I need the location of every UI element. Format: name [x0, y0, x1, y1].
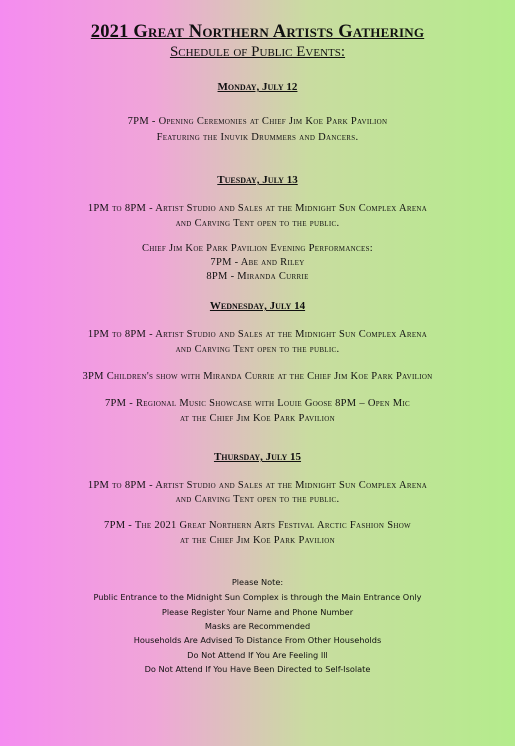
monday-line-2: Featuring the Inuvik Drummers and Dancers.: [156, 132, 359, 143]
tuesday-heading: Tuesday, July 13: [217, 174, 298, 186]
note-line-register: Please Register Your Name and Phone Number: [161, 607, 354, 617]
tuesday-line-3: Chief Jim Koe Park Pavilion Evening Performances:: [141, 243, 373, 254]
wednesday-line-4: 7PM - Regional Music Showcase with Louie Goose 8PM – Open Mic: [104, 398, 411, 409]
note-line-distance: Households Are Advised To Distance From Other Households: [133, 635, 382, 645]
wednesday-line-1: 1PM to 8PM - Artist Studio and Sales at the Midnight Sun Complex Arena: [87, 329, 428, 340]
note-line-masks: Masks are Recommended: [204, 621, 311, 631]
monday-line-1: 7PM - Opening Ceremonies at Chief Jim Koe Park Pavilion: [127, 116, 388, 127]
tuesday-line-2: and Carving Tent open to the public.: [175, 218, 340, 229]
wednesday-line-3: 3PM Children's show with Miranda Currie at the Chief Jim Koe Park Pavilion: [82, 371, 433, 382]
monday-heading: Monday, July 12: [217, 81, 298, 93]
thursday-line-4: at the Chief Jim Koe Park Pavilion: [180, 535, 335, 546]
tuesday-line-1: 1PM to 8PM - Artist Studio and Sales at the Midnight Sun Complex Arena: [87, 203, 428, 214]
note-line-ill: Do Not Attend If You Are Feeling Ill: [187, 650, 328, 660]
note-line-isolate: Do Not Attend If You Have Been Directed to Self-Isolate: [144, 664, 371, 674]
wednesday-line-5: at the Chief Jim Koe Park Pavilion: [180, 413, 335, 424]
tuesday-line-4: 7PM - Abe and Riley: [210, 257, 305, 268]
poster-title: 2021 Great Northern Artists Gathering: [90, 22, 425, 42]
thursday-line-3: 7PM - The 2021 Great Northern Arts Festival Arctic Fashion Show: [104, 520, 411, 531]
note-heading: Please Note:: [231, 577, 284, 587]
tuesday-line-5: 8PM - Miranda Currie: [206, 271, 309, 282]
thursday-heading: Thursday, July 15: [213, 451, 302, 463]
thursday-line-1: 1PM to 8PM - Artist Studio and Sales at the Midnight Sun Complex Arena: [87, 480, 428, 491]
note-line-entrance: Public Entrance to the Midnight Sun Complex is through the Main Entrance Only: [93, 592, 422, 602]
thursday-line-2: and Carving Tent open to the public.: [175, 494, 340, 505]
poster-subtitle: Schedule of Public Events:: [169, 44, 346, 60]
wednesday-heading: Wednesday, July 14: [209, 300, 306, 312]
wednesday-line-2: and Carving Tent open to the public.: [175, 344, 340, 355]
